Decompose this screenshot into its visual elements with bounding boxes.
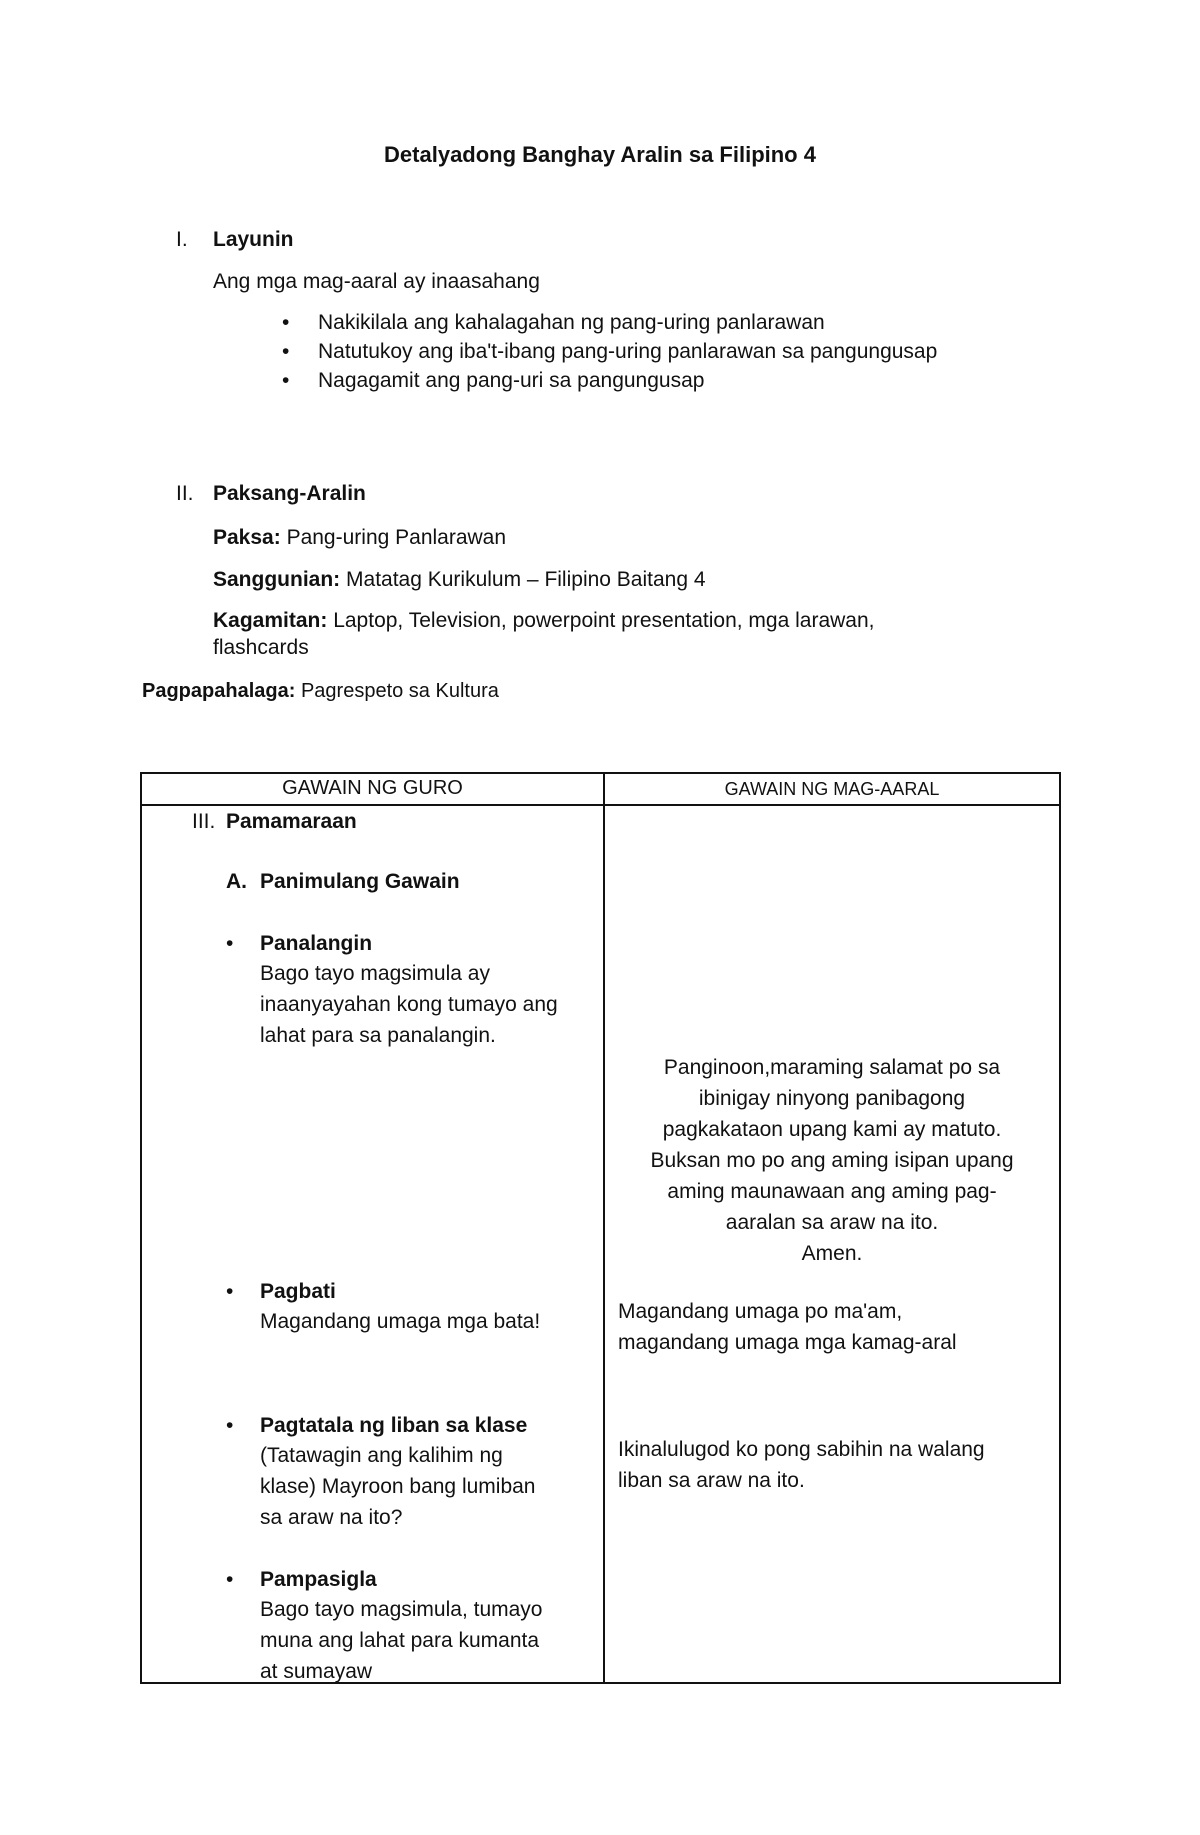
- text-line: klase) Mayroon bang lumiban: [260, 1475, 536, 1498]
- section-3-number: III.: [192, 810, 216, 833]
- activity-table: [140, 772, 1061, 1684]
- section-1-heading: Layunin: [213, 228, 294, 251]
- pagbati-response: [618, 1296, 957, 1358]
- kagamitan-label: Kagamitan:: [213, 609, 328, 632]
- panalangin-text: [260, 958, 558, 1051]
- col-header-guro: GAWAIN NG GURO: [282, 777, 463, 799]
- pagpapahalaga-line: [142, 680, 499, 703]
- layunin-list: [282, 308, 937, 395]
- text-line: muna ang lahat para kumanta: [260, 1629, 540, 1652]
- text-line: magandang umaga mga kamag-aral: [618, 1331, 957, 1354]
- text-line: at sumayaw: [260, 1660, 373, 1683]
- bullet-dot: •: [226, 1568, 234, 1591]
- panimula-heading: Panimulang Gawain: [260, 870, 460, 893]
- section-2-heading: Paksang-Aralin: [213, 482, 366, 505]
- section-1-number: I.: [176, 228, 188, 251]
- kagamitan-continuation: flashcards: [213, 636, 309, 659]
- paksa-line: [213, 526, 506, 550]
- text-line: liban sa araw na ito.: [618, 1469, 805, 1492]
- text-line: Amen.: [801, 1242, 863, 1265]
- panalangin-title: Panalangin: [260, 932, 373, 955]
- pampasigla-title: Pampasigla: [260, 1568, 377, 1591]
- list-item: • Natutukoy ang iba't-ibang pang-uring panlarawan sa pangungusap: [282, 337, 937, 366]
- pagtatala-text: [260, 1440, 535, 1533]
- pampasigla-text: [260, 1594, 542, 1687]
- text-line: ibinigay ninyong panibagong: [698, 1087, 966, 1110]
- paksa-label: Paksa:: [213, 526, 281, 549]
- text-line: inaanyayahan kong tumayo ang: [260, 993, 558, 1016]
- sanggunian-value: Matatag Kurikulum – Filipino Baitang 4: [346, 568, 706, 591]
- pagbati-title: Pagbati: [260, 1280, 336, 1303]
- text-line: pagkakataon upang kami ay matuto.: [662, 1118, 1002, 1141]
- sanggunian-label: Sanggunian:: [213, 568, 341, 591]
- list-item: • Nagagamit ang pang-uri sa pangungusap: [282, 366, 937, 395]
- section-2-number: II.: [176, 482, 194, 505]
- text-line: (Tatawagin ang kalihim ng: [260, 1444, 503, 1467]
- pagtatala-title: Pagtatala ng liban sa klase: [260, 1414, 528, 1437]
- text-line: Bago tayo magsimula, tumayo: [260, 1598, 543, 1621]
- text-line: Bago tayo magsimula ay: [260, 962, 490, 985]
- pagbati-text: [260, 1306, 540, 1337]
- bullet-dot: •: [226, 1280, 234, 1303]
- text-line: Panginoon,maraming salamat po sa: [663, 1056, 1001, 1079]
- panalangin-response: [605, 1052, 1059, 1269]
- pagpapahalaga-label: Pagpapahalaga:: [142, 680, 296, 702]
- pagtatala-response: [618, 1434, 985, 1496]
- bullet-dot: •: [226, 932, 234, 955]
- text-line: sa araw na ito?: [260, 1506, 403, 1529]
- text-line: aming maunawaan ang aming pag-: [667, 1180, 997, 1203]
- kagamitan-value: Laptop, Television, powerpoint presentation, mga larawan,: [333, 609, 875, 632]
- panimula-letter: A.: [226, 870, 247, 893]
- paksa-value: Pang-uring Panlarawan: [286, 526, 507, 549]
- document-title: Detalyadong Banghay Aralin sa Filipino 4: [384, 142, 816, 167]
- list-item: • Nakikilala ang kahalagahan ng pang-uring panlarawan: [282, 308, 937, 337]
- section-3-heading: Pamamaraan: [226, 810, 357, 833]
- pagpapahalaga-value: Pagrespeto sa Kultura: [300, 680, 499, 702]
- text-line: Buksan mo po ang aming isipan upang: [650, 1149, 1014, 1172]
- bullet-dot: •: [226, 1414, 234, 1437]
- text-line: Magandang umaga mga bata!: [260, 1310, 541, 1333]
- layunin-intro: Ang mga mag-aaral ay inaasahang: [213, 270, 540, 293]
- sanggunian-line: [213, 568, 706, 592]
- text-line: aaralan sa araw na ito.: [725, 1211, 939, 1234]
- kagamitan-line: [213, 609, 875, 633]
- text-line: Magandang umaga po ma'am,: [618, 1300, 903, 1323]
- text-line: Ikinalulugod ko pong sabihin na walang: [618, 1438, 985, 1461]
- col-header-mag-aaral: GAWAIN NG MAG-AARAL: [724, 779, 940, 799]
- text-line: lahat para sa panalangin.: [260, 1024, 496, 1047]
